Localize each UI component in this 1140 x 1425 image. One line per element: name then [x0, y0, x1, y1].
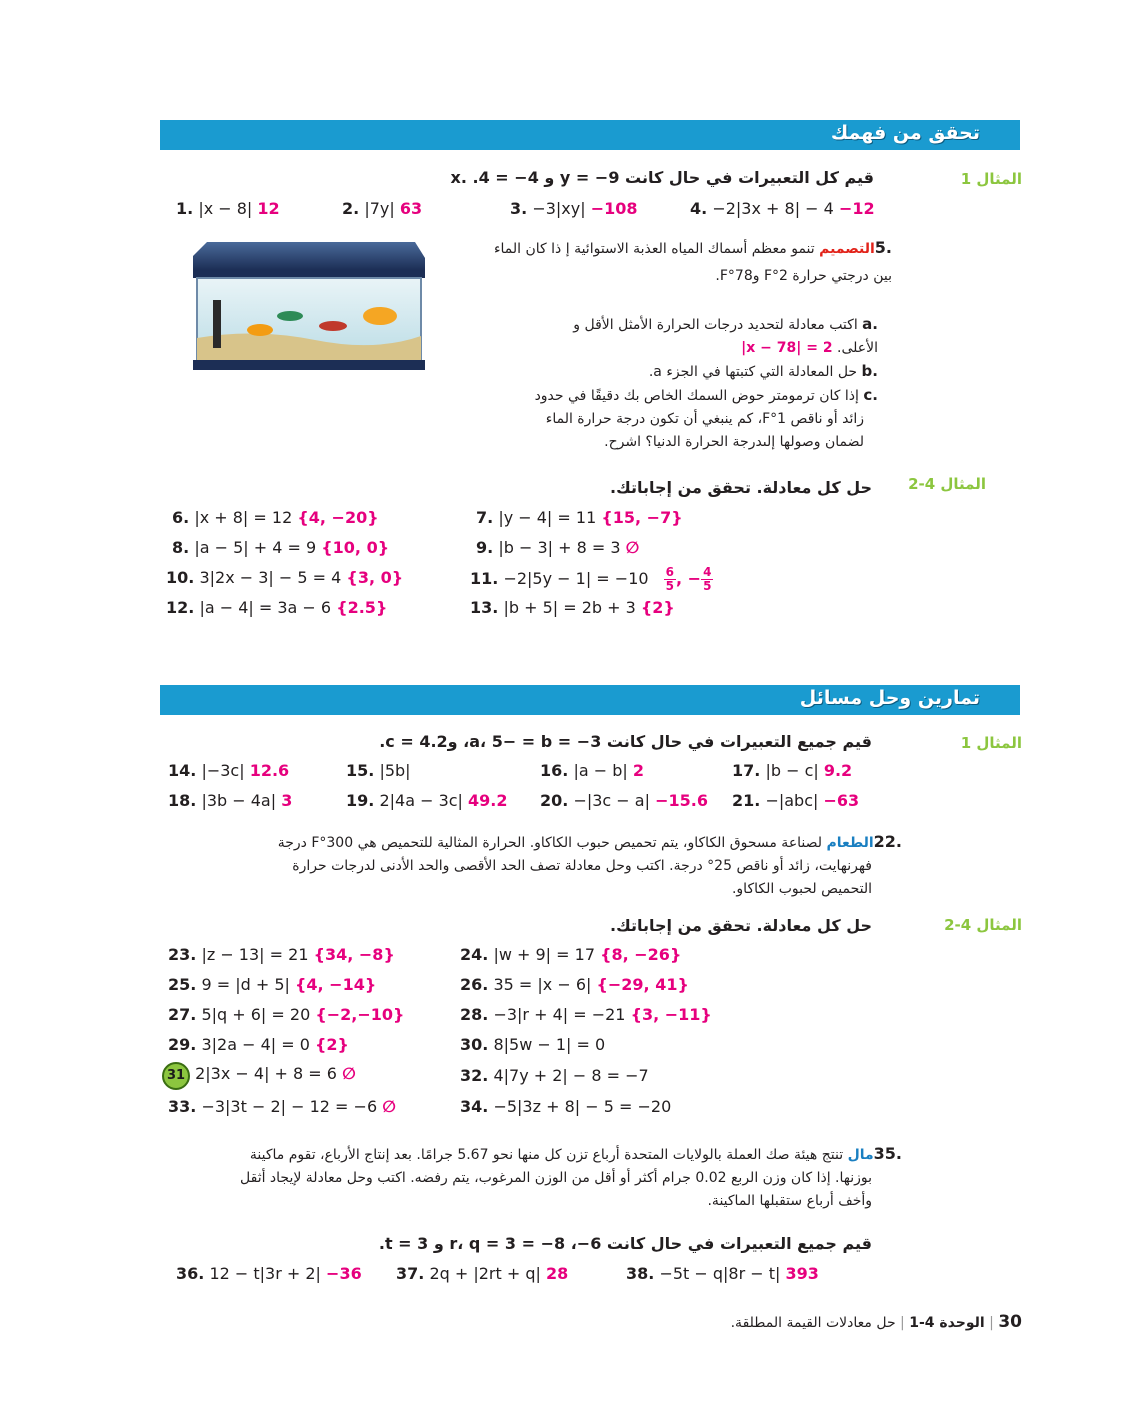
exercise-item: 2. |7y| 63 [342, 199, 423, 218]
problem-5-parts: .a اكتب معادلة لتحديد درجات الحرارة الأمثل الأقل و الأعلى. |x − 78| = 2 .b حل المعادلة التي كتبتها في الجزء a. .c إذا كان ترمومتر حوض السمك الخاص بك دقيقًا في حدود زائد أو ناقص 1°F، كم ينبغي أن تكون درجة حرارة الماء لضمان وصولها إلىدرجة الحرارة الدنيا؟ اشرح. [534, 315, 878, 450]
exercise-item: 15. |5b| [346, 761, 411, 780]
exercise-item: 37. 2q + |2rt + q| 28 [396, 1264, 569, 1283]
problem-35: .35مال تنتج هيئة صك العملة بالولايات المتحدة أرباع تزن كل منها نحو 5.67 جرامًا. بعد إنتاج الأرباع، تقوم ماكينة بوزنها. إذا كان وزن الربع 0.02 جرام أكثر أو أقل من الوزن المرغوب، يتم رفضه. اكتب وحل معادلة لإيجاد أثقل وأخف أرباع ستقبلها الماكينة. [240, 1144, 902, 1209]
example-label: المثال 4-2 [908, 475, 986, 493]
equation-item: 11. −2|5y − 1| = −10 $\frac{6}{5}$ , − $\frac{4}{5}$ [470, 565, 712, 593]
banner-title: تحقق من فهمك [830, 122, 980, 144]
equation-item: 30. 8|5w − 1| = 0 [460, 1035, 606, 1054]
exercise-item: 19. 2|4a − 3c| 49.2 [346, 791, 508, 810]
equation-item: 26. 35 = |x − 6| {−29, 41} [460, 975, 689, 994]
instruction: قيم جميع التعبيرات في حال كانت 6−، 8− = r، q = 3 و t = 3. [378, 1234, 872, 1253]
equation-item: 25. 9 = |d + 5| {4, −14} [168, 975, 377, 994]
page-number: 30 [998, 1312, 1022, 1332]
exercise-item: 1. |x − 8| 12 [176, 199, 280, 218]
exercise-item: 38. −5t − q|8r − t| 393 [626, 1264, 819, 1283]
instruction: حل كل معادلة. تحقق من إجاباتك. [610, 916, 872, 935]
practice-banner [160, 685, 1020, 715]
equation-item: 27. 5|q + 6| = 20 {−2,−10} [168, 1005, 405, 1024]
equation-item: 9. |b − 3| + 8 = 3 ∅ [476, 538, 640, 557]
exercise-item: 18. |3b − 4a| 3 [168, 791, 293, 810]
banner-title: تمارين وحل مسائل [799, 687, 980, 709]
equation-item: 7. |y − 4| = 11 {15, −7} [476, 508, 683, 527]
exercise-item: 4. −2|3x + 8| − 4 −12 [690, 199, 875, 218]
check-understanding-banner [160, 120, 1020, 150]
equation-item: 24. |w + 9| = 17 {8, −26} [460, 945, 682, 964]
equation-item: 32. 4|7y + 2| − 8 = −7 [460, 1066, 649, 1085]
exercise-item: 3. −3|xy| −108 [510, 199, 638, 218]
lesson-title: حل معادلات القيمة المطلقة. [730, 1315, 896, 1331]
equation-item: 33. −3|3t − 2| − 12 = −6 ∅ [168, 1097, 396, 1116]
example-label: المثال 1 [960, 170, 1022, 188]
exercise-item: 17. |b − c| 9.2 [732, 761, 853, 780]
equation-item: 28. −3|r + 4| = −21 {3, −11} [460, 1005, 712, 1024]
highlighted-exercise-number: 31 [162, 1062, 190, 1090]
page-footer: 30 | الوحدة 4-1 | حل معادلات القيمة المطلقة. [730, 1312, 1022, 1332]
equation-item: 12. |a − 4| = 3a − 6 {2.5} [166, 598, 388, 617]
example-label: المثال 1 [960, 734, 1022, 752]
equation-item: 10. 3|2x − 3| − 5 = 4 {3, 0} [166, 568, 404, 587]
problem-22: .22الطعام لصناعة مسحوق الكاكاو، يتم تحميص حبوب الكاكاو. الحرارة المثالية للتحميص هي 300°F درجة فهرنهايت، زائد أو ناقص 25° درجة. اكتب وحل معادلة تصف الحد الأقصى والحد الأدنى لدرجات حرارة التحميص لحبوب الكاكاو. [277, 832, 902, 897]
equation-item: 6. |x + 8| = 12 {4, −20} [172, 508, 379, 527]
unit-label: الوحدة 4-1 [909, 1315, 985, 1331]
exercise-item: 16. |a − b| 2 [540, 761, 644, 780]
example-label: المثال 4-2 [944, 916, 1022, 934]
exercise-item: 20. −|3c − a| −15.6 [540, 791, 708, 810]
aquarium-illustration [185, 238, 430, 378]
exercise-item: 14. |−3c| 12.6 [168, 761, 290, 780]
instruction: حل كل معادلة. تحقق من إجاباتك. [610, 478, 872, 497]
fraction-answer: $\frac{6}{5}$ , − $\frac{4}{5}$ [665, 565, 712, 593]
equation-item: 34. −5|3z + 8| − 5 = −20 [460, 1097, 672, 1116]
exercise-item: 21. −|abc| −63 [732, 791, 860, 810]
problem-5: .5التصميم تنمو معظم أسماك المياه العذبة الاستوائية إ ذا كان الماء بين درجتي حرارة 2°F و78°F. [493, 238, 892, 284]
equation-item: 13. |b + 5| = 2b + 3 {2} [470, 598, 675, 617]
equation-item: 23. |z − 13| = 21 {34, −8} [168, 945, 395, 964]
equation-item: 31 2|3x − 4| + 8 = 6 ∅ [162, 1062, 356, 1090]
instruction: قيم كل التعبيرات في حال كانت 9− = y و 4− = x. .4 [450, 168, 874, 187]
equation-item: 29. 3|2a − 4| = 0 {2} [168, 1035, 349, 1054]
exercise-item: 36. 12 − t|3r + 2| −36 [176, 1264, 362, 1283]
equation-item: 8. |a − 5| + 4 = 9 {10, 0} [172, 538, 390, 557]
instruction: قيم جميع التعبيرات في حال كانت 3− = a، 5− = b، و4.2 = c. [379, 732, 872, 751]
